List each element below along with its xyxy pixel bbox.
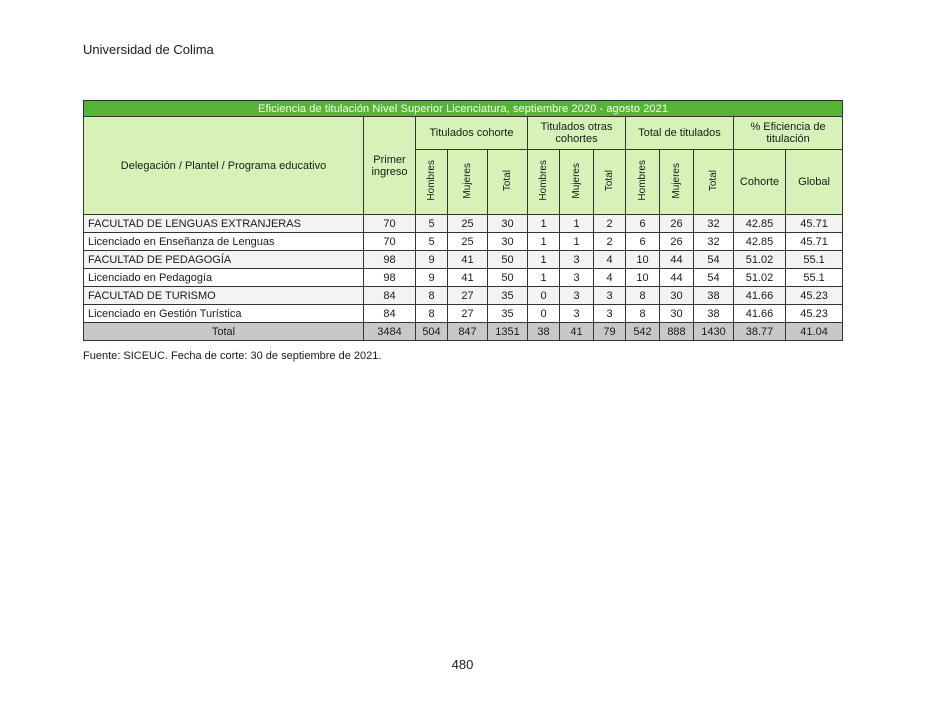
table-cell: 8 xyxy=(626,305,660,323)
table-cell: 4 xyxy=(594,251,626,269)
institution-header: Universidad de Colima xyxy=(83,42,214,57)
source-note: Fuente: SICEUC. Fecha de corte: 30 de septiembre de 2021. xyxy=(83,350,382,362)
global-efficiency-header: Global xyxy=(786,150,843,215)
table-cell: 84 xyxy=(364,287,416,305)
table-cell: 45.71 xyxy=(786,233,843,251)
table-cell: 50 xyxy=(488,251,528,269)
table-cell: 41.66 xyxy=(734,287,786,305)
program-header: Delegación / Plantel / Programa educativo xyxy=(84,117,364,215)
table-cell: 1 xyxy=(528,269,560,287)
table-row xyxy=(84,305,843,323)
total-header: Total xyxy=(694,150,734,215)
table-cell: 44 xyxy=(660,251,694,269)
women-header: Mujeres xyxy=(448,150,488,215)
table-cell: 3484 xyxy=(364,323,416,341)
table-cell: 888 xyxy=(660,323,694,341)
table-cell: 45.71 xyxy=(786,215,843,233)
table-cell: 1351 xyxy=(488,323,528,341)
table-cell: 504 xyxy=(416,323,448,341)
table-cell: 55.1 xyxy=(786,269,843,287)
table-cell: 3 xyxy=(560,251,594,269)
table-cell: 6 xyxy=(626,233,660,251)
table-cell: 35 xyxy=(488,287,528,305)
table-cell: 9 xyxy=(416,251,448,269)
table-cell: 84 xyxy=(364,305,416,323)
men-header: Hombres xyxy=(528,150,560,215)
table-cell: 32 xyxy=(694,215,734,233)
table-cell: 10 xyxy=(626,251,660,269)
table-cell: 1430 xyxy=(694,323,734,341)
first-entry-header: Primer ingreso xyxy=(364,117,416,215)
table-cell: 5 xyxy=(416,233,448,251)
table-cell: 4 xyxy=(594,269,626,287)
table-cell: 10 xyxy=(626,269,660,287)
total-header: Total xyxy=(594,150,626,215)
table-cell: 1 xyxy=(528,215,560,233)
row-label: Licenciado en Gestión Turística xyxy=(84,305,364,323)
table-cell: 79 xyxy=(594,323,626,341)
table-row xyxy=(84,233,843,251)
table-cell: 45.23 xyxy=(786,287,843,305)
page-number: 480 xyxy=(451,657,474,672)
table-cell: 542 xyxy=(626,323,660,341)
total-row xyxy=(84,323,843,341)
table-cell: 51.02 xyxy=(734,251,786,269)
table-row xyxy=(84,269,843,287)
table-cell: 5 xyxy=(416,215,448,233)
table-cell: 1 xyxy=(560,215,594,233)
men-header: Hombres xyxy=(416,150,448,215)
table-cell: 3 xyxy=(594,305,626,323)
cohort-graduates-header: Titulados cohorte xyxy=(416,117,528,150)
women-header: Mujeres xyxy=(560,150,594,215)
table-cell: 41.04 xyxy=(786,323,843,341)
table-cell: 847 xyxy=(448,323,488,341)
table-cell: 30 xyxy=(660,305,694,323)
table-cell: 41.66 xyxy=(734,305,786,323)
table-cell: 41 xyxy=(560,323,594,341)
table-cell: 45.23 xyxy=(786,305,843,323)
table-body xyxy=(84,215,843,341)
table-cell: 30 xyxy=(488,233,528,251)
table-cell: 38 xyxy=(528,323,560,341)
table-row xyxy=(84,251,843,269)
women-header: Mujeres xyxy=(660,150,694,215)
men-header: Hombres xyxy=(626,150,660,215)
table-cell: 1 xyxy=(560,233,594,251)
cohort-efficiency-header: Cohorte xyxy=(734,150,786,215)
table-title: Eficiencia de titulación Nivel Superior Licenciatura, septiembre 2020 - agosto 2021 xyxy=(84,101,843,117)
table-cell: 55.1 xyxy=(786,251,843,269)
table-cell: 3 xyxy=(560,269,594,287)
row-label: FACULTAD DE LENGUAS EXTRANJERAS xyxy=(84,215,364,233)
table-cell: 1 xyxy=(528,233,560,251)
table-cell: 35 xyxy=(488,305,528,323)
table-cell: 1 xyxy=(528,251,560,269)
row-label: Total xyxy=(84,323,364,341)
table-cell: 0 xyxy=(528,305,560,323)
table-cell: 3 xyxy=(560,287,594,305)
table-cell: 38 xyxy=(694,305,734,323)
table-cell: 8 xyxy=(416,287,448,305)
table-cell: 26 xyxy=(660,215,694,233)
table-cell: 3 xyxy=(560,305,594,323)
efficiency-header: % Eficiencia de titulación xyxy=(734,117,843,150)
row-label: FACULTAD DE PEDAGOGÍA xyxy=(84,251,364,269)
table-cell: 6 xyxy=(626,215,660,233)
table-cell: 42.85 xyxy=(734,233,786,251)
table-cell: 26 xyxy=(660,233,694,251)
table-cell: 27 xyxy=(448,287,488,305)
table-cell: 32 xyxy=(694,233,734,251)
table-cell: 25 xyxy=(448,215,488,233)
table-cell: 30 xyxy=(660,287,694,305)
table-cell: 27 xyxy=(448,305,488,323)
table-cell: 38.77 xyxy=(734,323,786,341)
row-label: Licenciado en Enseñanza de Lenguas xyxy=(84,233,364,251)
table-cell: 41 xyxy=(448,251,488,269)
table-cell: 50 xyxy=(488,269,528,287)
total-graduates-header: Total de titulados xyxy=(626,117,734,150)
table-cell: 3 xyxy=(594,287,626,305)
table-cell: 2 xyxy=(594,233,626,251)
total-header: Total xyxy=(488,150,528,215)
table-cell: 44 xyxy=(660,269,694,287)
table-cell: 54 xyxy=(694,269,734,287)
table-cell: 42.85 xyxy=(734,215,786,233)
row-label: FACULTAD DE TURISMO xyxy=(84,287,364,305)
table-cell: 25 xyxy=(448,233,488,251)
table-cell: 41 xyxy=(448,269,488,287)
table-cell: 54 xyxy=(694,251,734,269)
table-cell: 70 xyxy=(364,233,416,251)
table-cell: 0 xyxy=(528,287,560,305)
table-row xyxy=(84,215,843,233)
table-cell: 70 xyxy=(364,215,416,233)
table-cell: 30 xyxy=(488,215,528,233)
table-cell: 2 xyxy=(594,215,626,233)
table-row xyxy=(84,287,843,305)
other-cohorts-graduates-header: Titulados otras cohortes xyxy=(528,117,626,150)
table-cell: 8 xyxy=(416,305,448,323)
table-cell: 98 xyxy=(364,251,416,269)
table-cell: 51.02 xyxy=(734,269,786,287)
row-label: Licenciado en Pedagogía xyxy=(84,269,364,287)
table-cell: 98 xyxy=(364,269,416,287)
titulation-table-container xyxy=(83,100,842,341)
table-cell: 8 xyxy=(626,287,660,305)
table-cell: 9 xyxy=(416,269,448,287)
table-cell: 38 xyxy=(694,287,734,305)
titulation-table xyxy=(83,100,843,341)
